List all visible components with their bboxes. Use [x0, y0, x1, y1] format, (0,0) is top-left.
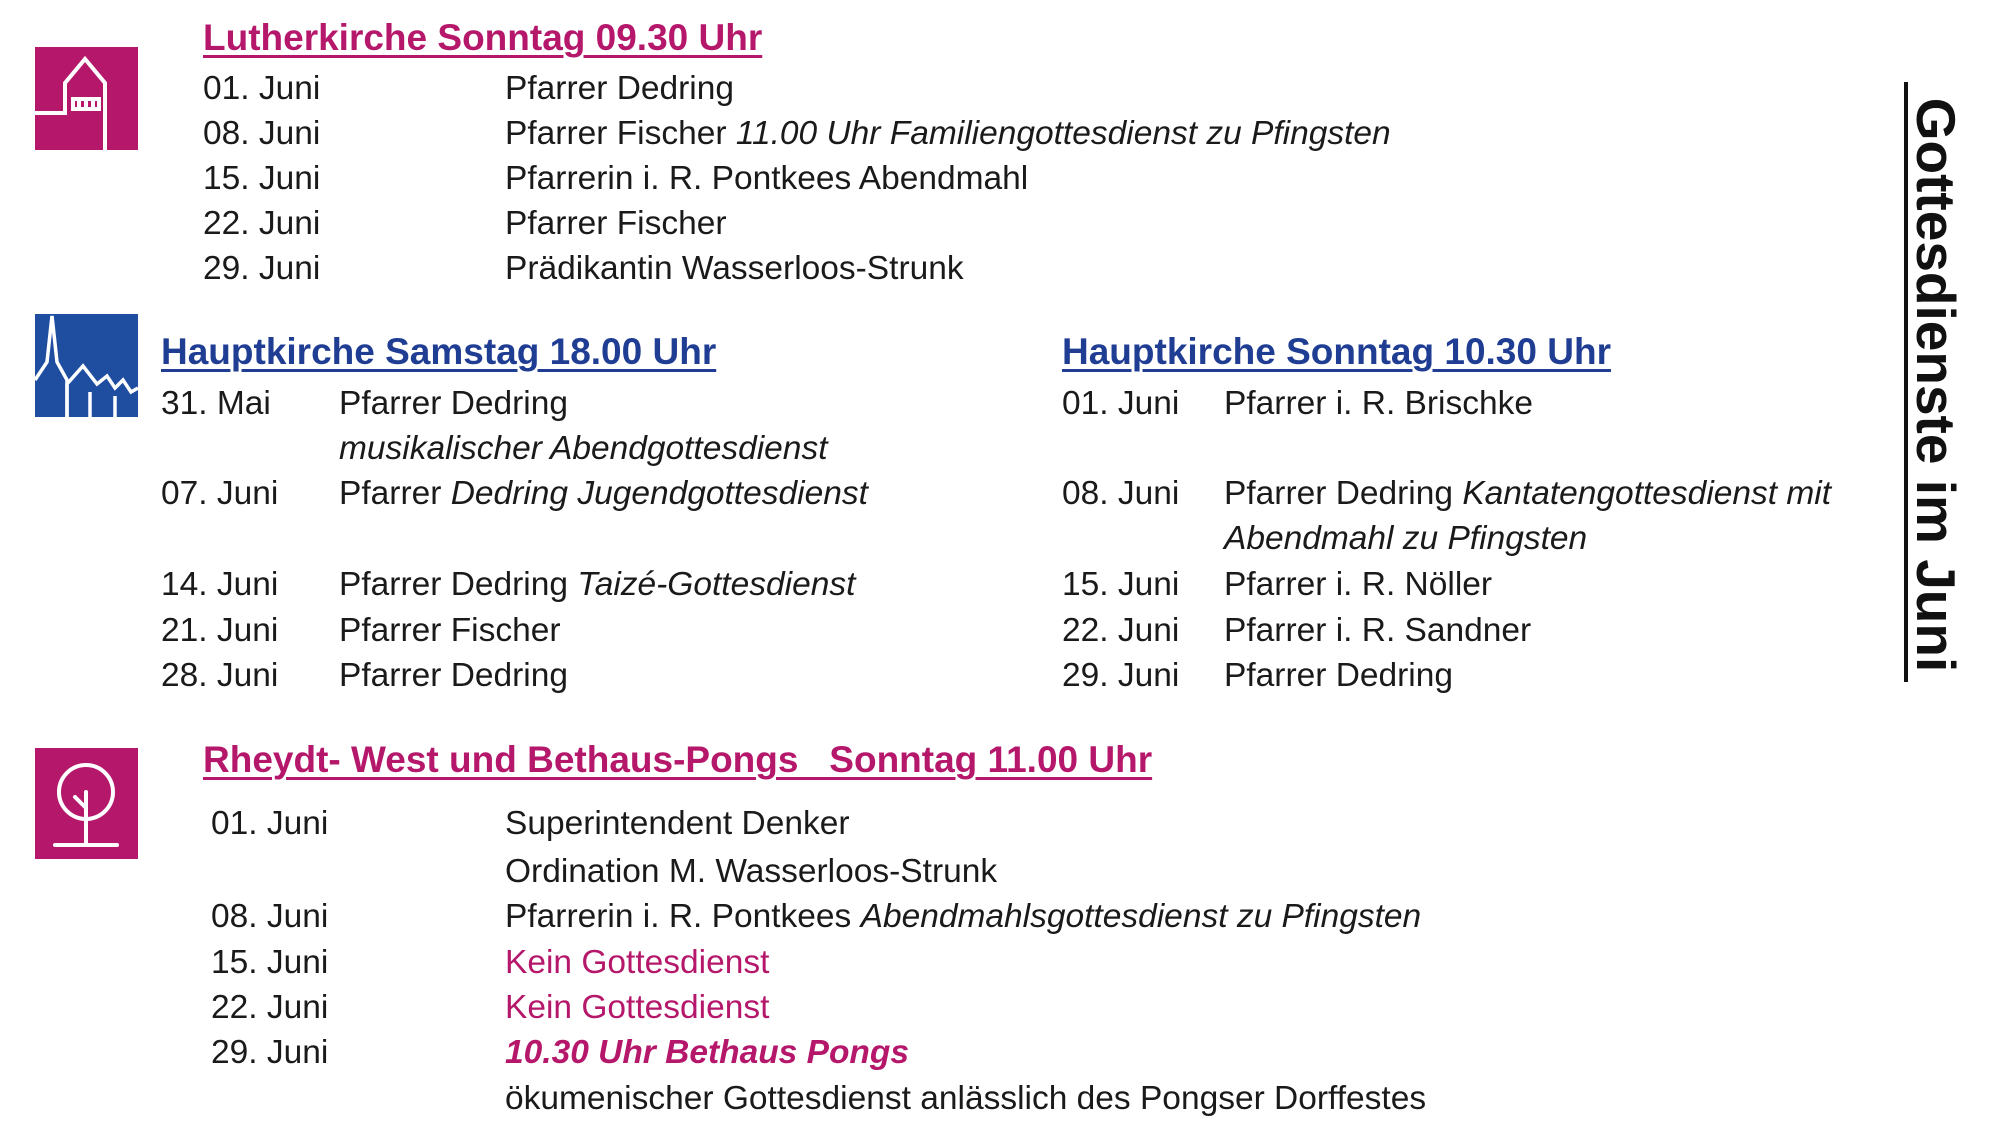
entry [339, 608, 561, 653]
list-item [1062, 653, 1454, 698]
entry-text: Pfarrer Fischer [339, 612, 561, 649]
list-item [161, 653, 569, 698]
date: 28. Juni [161, 657, 279, 694]
entry [339, 653, 568, 698]
date: 08. Juni [211, 898, 329, 935]
church-house-icon [35, 47, 138, 150]
date: 31. Mai [161, 385, 271, 422]
date: 07. Juni [161, 475, 279, 512]
entry [1224, 562, 1492, 607]
entry [505, 849, 997, 894]
entry [505, 201, 727, 246]
entry-text: Pfarrer Dedring [339, 657, 569, 694]
section-title-hauptkirche-samstag: Hauptkirche Samstag 18.00 Uhr [161, 331, 717, 372]
date: 29. Juni [203, 250, 321, 287]
entry-note: Abendmahl zu Pfingsten [1224, 520, 1588, 557]
list-item [1062, 381, 1534, 426]
list-item [203, 156, 1029, 201]
list-item [211, 940, 770, 985]
entry-note: 11.00 Uhr Familiengottesdienst zu Pfingsten [735, 115, 1391, 152]
date: 22. Juni [1062, 612, 1180, 649]
entry-text: Pfarrer Fischer [505, 115, 736, 152]
list-item [1062, 562, 1493, 607]
entry [1224, 471, 1831, 516]
entry-text: ökumenischer Gottesdienst anlässlich des Pongser Dorffestes [505, 1080, 1427, 1117]
entry-note: Dedring Jugendgottesdienst [450, 475, 868, 512]
entry-text: Pfarrer i. R. Brischke [1224, 385, 1534, 422]
entry-note: musikalischer Abendgottesdienst [339, 430, 828, 467]
entry-text: Pfarrer i. R. Nöller [1224, 566, 1493, 603]
entry-note: Taizé-Gottesdienst [577, 566, 856, 603]
entry [1224, 653, 1453, 698]
list-item [1062, 608, 1532, 653]
entry [1224, 608, 1531, 653]
entry [1224, 516, 1587, 561]
list-item [161, 562, 856, 607]
list-item [203, 201, 727, 246]
entry-text: Ordination M. Wasserloos-Strunk [505, 853, 998, 890]
list-item [211, 985, 770, 1030]
entry [505, 66, 734, 111]
entry-text: Pfarrer [339, 475, 451, 512]
entry-text: Pfarrer Dedring [339, 385, 569, 422]
date: 22. Juni [203, 205, 321, 242]
date: 01. Juni [203, 70, 321, 107]
entry [339, 426, 828, 471]
entry [505, 246, 964, 291]
entry [505, 111, 1391, 156]
entry [339, 381, 568, 426]
entry-text: Kein Gottesdienst [505, 944, 770, 981]
entry [1224, 381, 1533, 426]
date: 29. Juni [1062, 657, 1180, 694]
date: 15. Juni [203, 160, 321, 197]
entry [505, 894, 1421, 939]
entry [505, 801, 850, 846]
date: 29. Juni [211, 1034, 329, 1071]
entry-text: Pfarrer Dedring [1224, 657, 1454, 694]
entry-text: Superintendent Denker [505, 805, 850, 842]
date: 08. Juni [1062, 475, 1180, 512]
section-title-rheydt: Rheydt- West und Bethaus-Pongs Sonntag 11.00 Uhr [203, 739, 1153, 780]
entry [339, 562, 855, 607]
entry [505, 156, 1028, 201]
date: 01. Juni [1062, 385, 1180, 422]
entry-note: Kantatengottesdienst mit [1462, 475, 1832, 512]
entry-text: Pfarrer Fischer [505, 205, 727, 242]
side-title [1905, 82, 1967, 687]
date: 21. Juni [161, 612, 279, 649]
list-item [161, 471, 868, 516]
entry-text: Pfarrerin i. R. Pontkees Abendmahl [505, 160, 1029, 197]
date: 14. Juni [161, 566, 279, 603]
entry-text: Pfarrer i. R. Sandner [1224, 612, 1532, 649]
date: 01. Juni [211, 805, 329, 842]
entry-text: Pfarrer Dedring [505, 70, 735, 107]
entry-text: Pfarrer Dedring [339, 566, 578, 603]
list-item [203, 111, 1391, 156]
section-title-lutherkirche: Lutherkirche Sonntag 09.30 Uhr [203, 17, 763, 58]
side-title-text: Gottesdienste im Juni [1905, 97, 1967, 672]
entry-note: Abendmahlsgottesdienst zu Pfingsten [860, 898, 1422, 935]
list-item [211, 801, 850, 846]
list-item [1062, 471, 1832, 516]
list-item [161, 381, 569, 426]
date: 15. Juni [211, 944, 329, 981]
entry [505, 1030, 909, 1075]
list-item [203, 246, 964, 291]
date: 15. Juni [1062, 566, 1180, 603]
entry-text: Pfarrer Dedring [1224, 475, 1463, 512]
list-item [161, 608, 561, 653]
list-item [211, 894, 1422, 939]
date: 22. Juni [211, 989, 329, 1026]
tree-icon [35, 748, 138, 851]
entry [505, 985, 769, 1030]
list-item [211, 1030, 909, 1075]
date: 08. Juni [203, 115, 321, 152]
entry-text: Kein Gottesdienst [505, 989, 770, 1026]
section-title-hauptkirche-sonntag: Hauptkirche Sonntag 10.30 Uhr [1062, 331, 1611, 372]
church-skyline-icon [35, 314, 138, 417]
entry-text: Pfarrerin i. R. Pontkees [505, 898, 861, 935]
entry [339, 471, 868, 516]
entry-text: 10.30 Uhr Bethaus Pongs [505, 1034, 909, 1071]
entry [505, 940, 769, 985]
entry-text: Prädikantin Wasserloos-Strunk [505, 250, 964, 287]
entry [505, 1076, 1426, 1121]
list-item [203, 66, 735, 111]
